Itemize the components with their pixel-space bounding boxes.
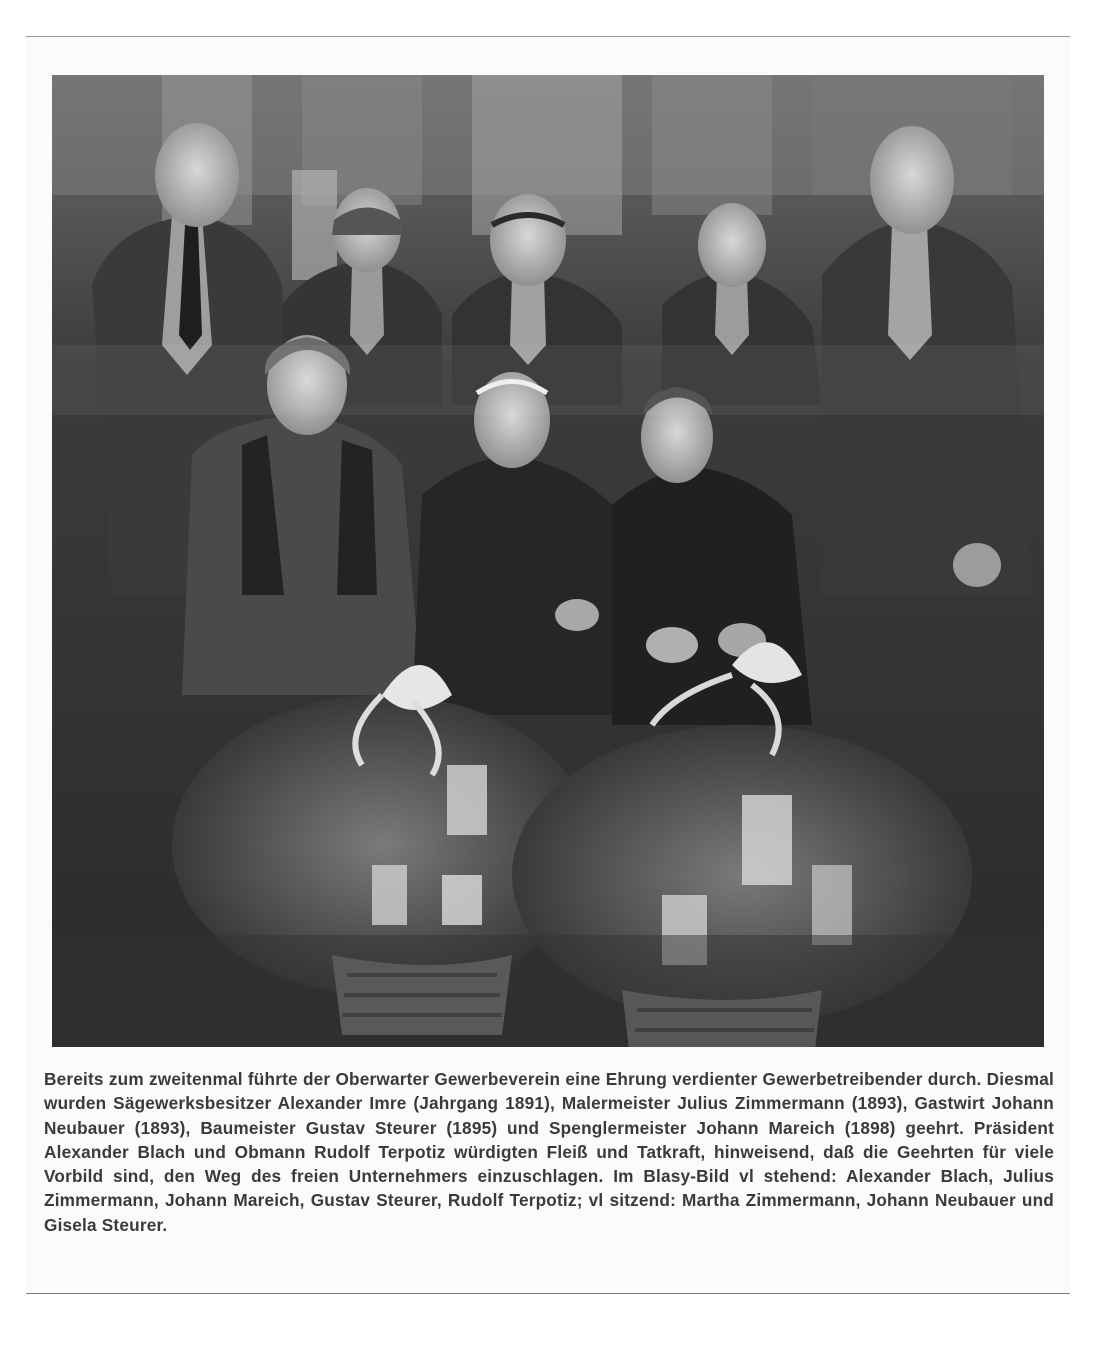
photo-drawing (52, 75, 1044, 1047)
photo-caption: Bereits zum zweitenmal führte der Oberwarter Gewerbeverein eine Ehrung verdienter Gewerbetreibender durch. Diesmal wurden Sägewerksbesitzer Alexander Imre (Jahrgang 1891), Malermeister Julius Zimmermann (1893), Gastwirt Johann Neubauer (1893), Baumeister Gustav Steurer (1895) und Spenglermeister Johann Mareich (1898) geehrt. Präsident Alexander Blach und Obmann Rudolf Terpotiz würdigten Fleiß und Tatkraft, hinweisend, daß die Geehrten für viele Vorbild sind, den Weg des freien Unternehmers einzuschlagen. Im Blasy-Bild vl stehend: Alexander Blach, Julius Zimmermann, Johann Mareich, Gustav Steurer, Rudolf Terpotiz; vl sitzend: Martha Zimmermann, Johann Neubauer und Gisela Steurer. (44, 1069, 1054, 1235)
group-photograph (52, 75, 1044, 1047)
newspaper-clipping (26, 36, 1070, 1294)
